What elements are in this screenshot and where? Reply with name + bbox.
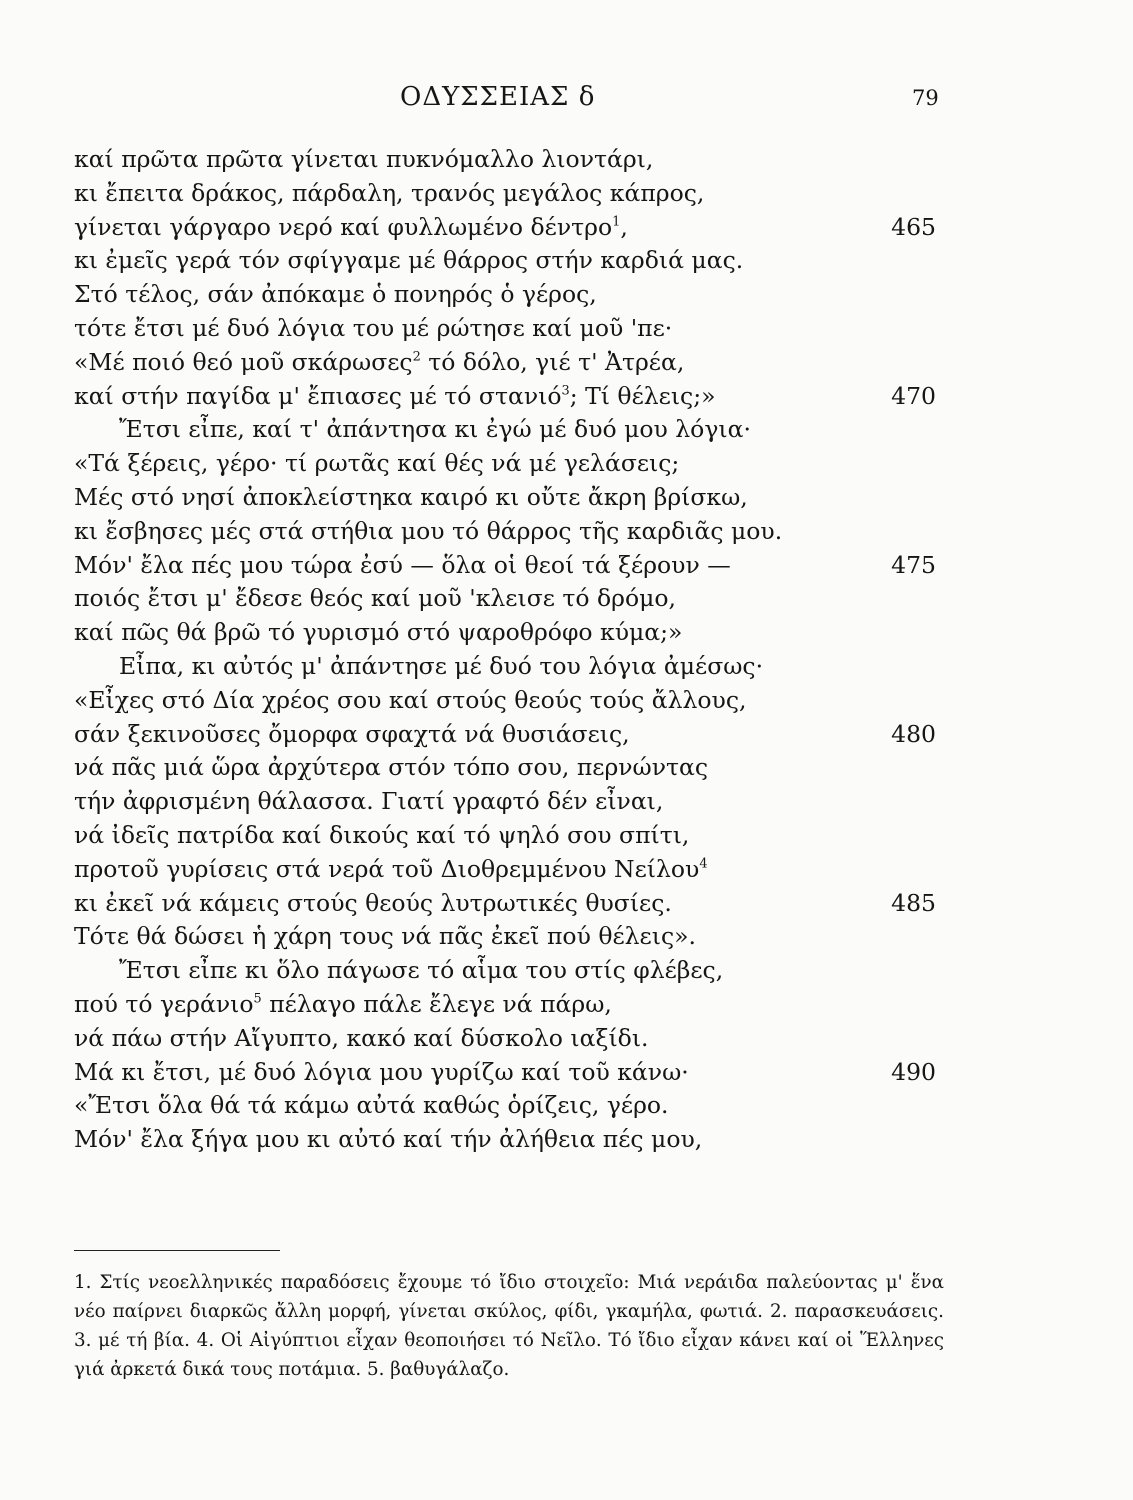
verse-text — [74, 990, 612, 1018]
verse-text — [74, 246, 743, 274]
line-number: 465 — [891, 212, 936, 241]
verse-line — [74, 1089, 944, 1123]
verse-text — [74, 551, 731, 579]
verse-main-text: σάν ξεκινοῦσες ὄμορφα σφαχτά νά θυσιάσεις, — [74, 719, 630, 748]
verse-main-text: γίνεται γάργαρο νερό καί φυλλωμένο δέντρο — [74, 212, 613, 241]
line-number: 490 — [891, 1057, 936, 1086]
verse-text — [74, 889, 672, 917]
running-title: ΟΔΥΣΣΕΙΑΣ δ — [400, 82, 596, 112]
verse-text — [74, 483, 748, 511]
verse-main-text: νά ἰδεῖς πατρίδα καί δικούς καί τό ψηλό σου σπίτι, — [74, 820, 690, 849]
verse-text — [74, 584, 676, 612]
verse-main-text: «Ἔτσι ὅλα θά τά κάμω αὐτά καθώς ὁρίζεις, γέρο. — [74, 1091, 669, 1120]
verse-line — [74, 751, 944, 785]
verse-main-text: Μά κι ἔτσι, μέ δυό λόγια μου γυρίζω καί τοῦ κάνω· — [74, 1057, 689, 1086]
page-number: 79 — [912, 86, 939, 110]
verse-main-text: νά πάω στήν Αἴγυπτο, κακό καί δύσκολο ιαξίδι. — [74, 1023, 649, 1052]
verse-main-text: «Εἶχες στό Δία χρέος σου καί στούς θεούς τούς ἄλλους, — [74, 685, 747, 714]
verse-text — [74, 1125, 702, 1153]
footnotes: 1. Στίς νεοελληνικές παραδόσεις ἔχουμε τό ἴδιο στοιχεῖο: Μιά νεράιδα παλεύοντας μ' ἕνα νέο παίρνει διαρκῶς ἄλλη μορφή, γίνεται σκύλος, φίδι, γκαμήλα, φωτιά. 2. παρασκευάσεις. 3. μέ τή βία. 4. Οἱ Αἰγύπτιοι εἶχαν θεοποιήσει τό Νεῖλο. Τό ἴδιο εἶχαν κάνει καί οἱ Ἕλληνες γιά ἀρκετά δικά τους ποτάμια. 5. βαθυγάλαζο. — [74, 1272, 944, 1380]
verse-text — [74, 517, 782, 545]
verse-main-text: κι ἔπειτα δράκος, πάρδαλη, τρανός μεγάλος κάπρος, — [74, 178, 705, 207]
verse-main-text: κι ἔσβησες μές στά στήθια μου τό θάρρος τῆς καρδιᾶς μου. — [74, 516, 783, 545]
line-number: 485 — [891, 888, 936, 917]
verse-text — [74, 145, 653, 173]
verse-line — [74, 582, 944, 616]
line-number: 475 — [891, 550, 936, 579]
verse-line — [74, 819, 944, 853]
verse-text — [74, 753, 708, 781]
verse-text-continuation: τό δόλο, γιέ τ' Ἀτρέα, — [420, 347, 685, 376]
footnote-marker: 5 — [253, 991, 262, 1007]
verse-line — [74, 143, 944, 177]
verse-line — [74, 515, 944, 549]
verse-line — [74, 853, 944, 887]
verse-line — [74, 650, 944, 684]
verse-main-text: πού τό γεράνιο — [74, 989, 254, 1018]
footnote-marker: 3 — [561, 382, 570, 398]
footnote-marker: 2 — [412, 349, 421, 365]
verse-line — [74, 1022, 944, 1056]
verse-line — [74, 549, 944, 583]
verse-text-continuation: πέλαγο πάλε ἔλεγε νά πάρω, — [261, 989, 612, 1018]
verse-text — [74, 1024, 649, 1052]
verse-line — [74, 718, 944, 752]
verse-text — [74, 314, 672, 342]
verse-text — [74, 618, 682, 646]
verse-main-text: τότε ἔτσι μέ δυό λόγια του μέ ρώτησε καί μοῦ 'πε· — [74, 313, 673, 342]
verse-main-text: Μόν' ἔλα πές μου τώρα ἐσύ — ὅλα οἱ θεοί τά ξέρουν — — [74, 550, 731, 579]
verse-main-text: «Μέ ποιό θεό μοῦ σκάρωσες — [74, 347, 413, 376]
verse-text — [74, 956, 723, 984]
verse-text — [74, 855, 708, 883]
page-header — [0, 82, 1133, 122]
verse-main-text: Μόν' ἔλα ξήγα μου κι αὐτό καί τήν ἀλήθεια πές μου, — [74, 1125, 703, 1154]
verse-text — [74, 280, 597, 308]
line-number: 470 — [891, 381, 936, 410]
verse-block — [74, 143, 944, 1157]
verse-main-text: Εἶπα, κι αὐτός μ' ἀπάντησε μέ δυό του λόγια ἀμέσως· — [119, 651, 764, 680]
verse-line — [74, 616, 944, 650]
verse-line — [74, 278, 944, 312]
verse-text — [74, 179, 704, 207]
verse-line — [74, 211, 944, 245]
verse-text-continuation: , — [620, 212, 628, 241]
footnote-marker: 1 — [612, 213, 621, 229]
verse-line — [74, 447, 944, 481]
verse-text — [74, 686, 746, 714]
verse-text — [74, 1091, 669, 1119]
verse-line — [74, 920, 944, 954]
verse-line — [74, 481, 944, 515]
verse-line — [74, 244, 944, 278]
verse-text — [74, 415, 751, 443]
verse-main-text: ποιός ἔτσι μ' ἔδεσε θεός καί μοῦ 'κλεισε τό δρόμο, — [74, 584, 677, 613]
verse-line — [74, 346, 944, 380]
verse-line — [74, 1056, 944, 1090]
verse-line — [74, 887, 944, 921]
verse-line — [74, 785, 944, 819]
verse-main-text: καί στήν παγίδα μ' ἔπιασες μέ τό στανιό — [74, 381, 562, 410]
verse-main-text: Ἔτσι εἶπε κι ὅλο πάγωσε τό αἷμα του στίς φλέβες, — [119, 956, 724, 985]
verse-text — [74, 787, 663, 815]
verse-text — [74, 821, 689, 849]
verse-line — [74, 380, 944, 414]
verse-main-text: κι ἐκεῖ νά κάμεις στούς θεούς λυτρωτικές θυσίες. — [74, 888, 672, 917]
verse-line — [74, 413, 944, 447]
verse-text — [74, 382, 716, 410]
verse-text — [74, 449, 679, 477]
verse-text — [74, 1058, 689, 1086]
verse-main-text: προτοῦ γυρίσεις στά νερά τοῦ Διοθρεμμένου Νείλου — [74, 854, 700, 883]
footnote-divider — [74, 1250, 280, 1251]
verse-main-text: καί πῶς θά βρῶ τό γυρισμό στό ψαροθρόφο κύμα;» — [74, 618, 683, 647]
line-number: 480 — [891, 719, 936, 748]
verse-main-text: Ἔτσι εἶπε, καί τ' ἀπάντησα κι ἐγώ μέ δυό μου λόγια· — [119, 415, 751, 444]
verse-main-text: Τότε θά δώσει ἡ χάρη τους νά πᾶς ἐκεῖ πού θέλεις». — [74, 922, 696, 951]
verse-line — [74, 954, 944, 988]
verse-main-text: «Τά ξέρεις, γέρο· τί ρωτᾶς καί θές νά μέ γελάσεις; — [74, 449, 680, 478]
verse-text — [74, 348, 684, 376]
verse-text — [74, 213, 628, 241]
verse-line — [74, 177, 944, 211]
footnote-marker: 4 — [699, 856, 708, 872]
verse-main-text: κι ἐμεῖς γερά τόν σφίγγαμε μέ θάρρος στήν καρδιά μας. — [74, 246, 744, 275]
verse-main-text: Μές στό νησί ἀποκλείστηκα καιρό κι οὔτε ἄκρη βρίσκω, — [74, 482, 748, 511]
verse-main-text: τήν ἀφρισμένη θάλασσα. Γιατί γραφτό δέν εἶναι, — [74, 787, 664, 816]
verse-text — [74, 720, 630, 748]
verse-main-text: Στό τέλος, σάν ἀπόκαμε ὁ πονηρός ὁ γέρος, — [74, 280, 597, 309]
verse-main-text: νά πᾶς μιά ὥρα ἀρχύτερα στόν τόπο σου, περνώντας — [74, 753, 709, 782]
verse-line — [74, 684, 944, 718]
verse-text-continuation: ; Τί θέλεις;» — [569, 381, 716, 410]
verse-line — [74, 988, 944, 1022]
verse-main-text: καί πρῶτα πρῶτα γίνεται πυκνόμαλλο λιοντάρι, — [74, 145, 654, 173]
verse-line — [74, 1123, 944, 1157]
verse-line — [74, 312, 944, 346]
verse-text — [74, 652, 763, 680]
verse-text — [74, 922, 696, 950]
